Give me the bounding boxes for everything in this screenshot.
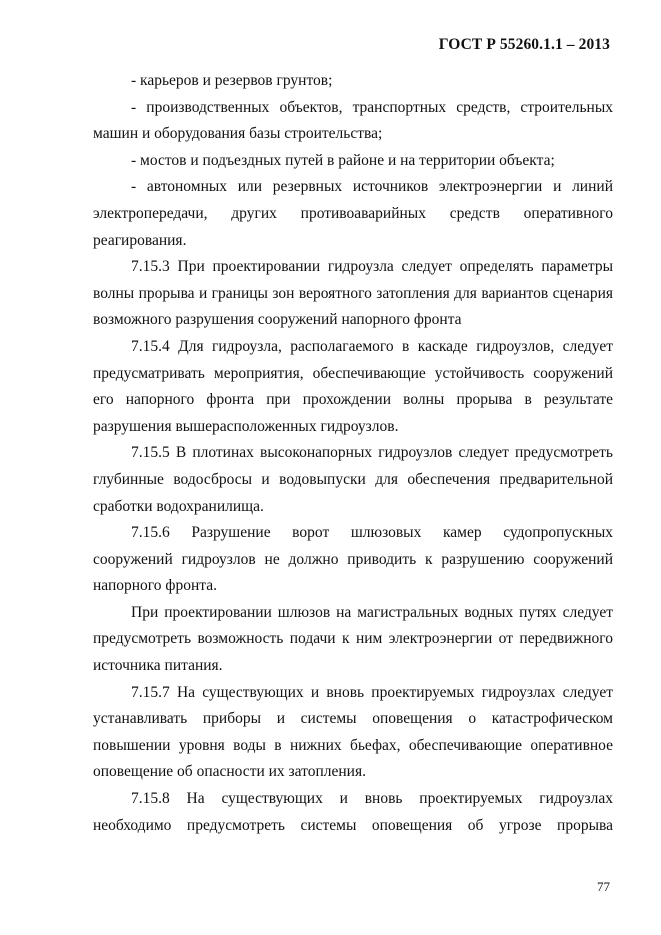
text-line: машин и оборудования базы строительства;	[93, 125, 383, 143]
text-line: При проектировании шлюзов на магистральных водных путях следует	[131, 603, 613, 621]
text-line: сработки водохранилища.	[93, 497, 264, 515]
text-line: сооружений гидроузлов не должно приводить к разрушению сооружений	[93, 550, 613, 568]
text-line: 7.15.8 На существующих и вновь проектируемых гидроузлах	[131, 790, 613, 808]
page-number: 77	[597, 879, 610, 894]
text-line: - производственных объектов, транспортных средств, строительных	[131, 98, 613, 116]
text-line: предусматривать мероприятия, обеспечивающие устойчивость сооружений	[93, 364, 613, 382]
text-line: - карьеров и резервов грунтов;	[131, 72, 333, 89]
text-line: - автономных или резервных источников электроэнергии и линий	[131, 178, 613, 196]
text-line: реагирования.	[93, 231, 187, 249]
text-line: предусмотреть возможность подачи к ним электроэнергии от передвижного	[93, 630, 613, 648]
text-line: необходимо предусмотреть системы оповещения об угрозе прорыва	[93, 816, 613, 834]
text-line: - мостов и подъездных путей в районе и на территории объекта;	[131, 151, 555, 169]
text-line: напорного фронта.	[93, 577, 217, 595]
text-line: 7.15.7 На существующих и вновь проектируемых гидроузлах следует	[131, 683, 613, 701]
text-line: волны прорыва и границы зон вероятного затопления для вариантов сценария	[93, 284, 613, 302]
text-line: источника питания.	[93, 657, 223, 675]
text-line: его напорного фронта при прохождении волны прорыва в результате	[93, 391, 613, 409]
text-line: устанавливать приборы и системы оповещения о катастрофическом	[93, 710, 613, 728]
page-header-standard-number: ГОСТ Р 55260.1.1 – 2013	[438, 36, 610, 53]
text-line: глубинные водосбросы и водовыпуски для обеспечения предварительной	[93, 470, 613, 488]
document-body	[93, 68, 613, 839]
text-line: разрушения вышерасположенных гидроузлов.	[93, 417, 399, 435]
text-line: электропередачи, других противоаварийных средств оперативного	[93, 204, 613, 222]
text-line: 7.15.5 В плотинах высоконапорных гидроузлов следует предусмотреть	[131, 444, 613, 462]
text-line: 7.15.6 Разрушение ворот шлюзовых камер судопропускных	[131, 524, 613, 542]
text-line: повышении уровня воды в нижних бьефах, обеспечивающие оперативное	[93, 736, 613, 754]
text-line: 7.15.3 При проектировании гидроузла следует определять параметры	[131, 258, 613, 276]
text-line: 7.15.4 Для гидроузла, располагаемого в каскаде гидроузлов, следует	[131, 337, 613, 355]
text-line: возможного разрушения сооружений напорного фронта	[93, 311, 462, 329]
text-line: оповещение об опасности их затопления.	[93, 763, 366, 781]
